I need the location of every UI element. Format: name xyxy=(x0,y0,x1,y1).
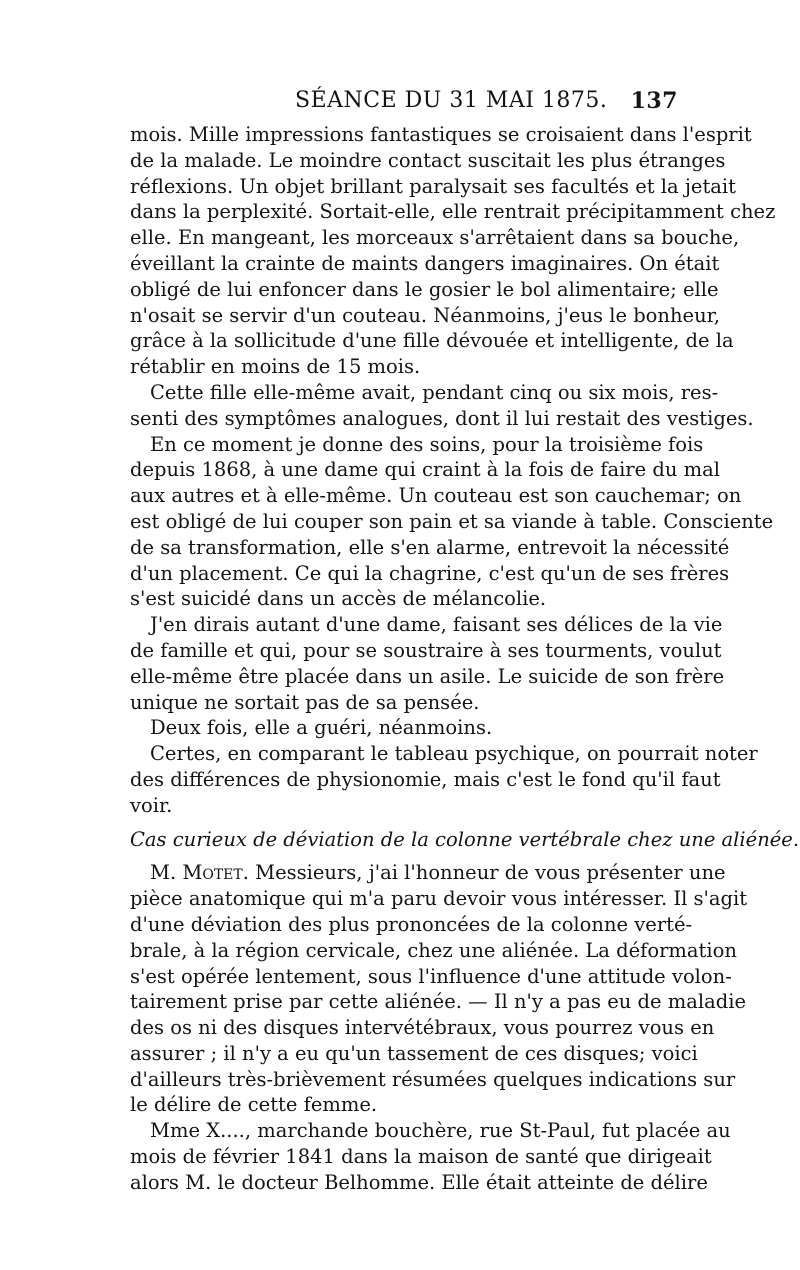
text-line: assurer ; il n'y a eu qu'un tassement de ces disques; voici xyxy=(130,1041,698,1065)
text-line: J'en dirais autant d'une dame, faisant ses délices de la vie xyxy=(150,613,723,637)
text-line: senti des symptômes analogues, dont il lui restait des vestiges. xyxy=(130,406,754,430)
text-line: mois de février 1841 dans la maison de santé que dirigeait xyxy=(130,1145,712,1169)
text-line: pièce anatomique qui m'a paru devoir vous intéresser. Il s'agit xyxy=(130,887,748,911)
text-line: d'une déviation des plus prononcées de la colonne verté- xyxy=(130,912,693,936)
text-line: obligé de lui enfoncer dans le gosier le bol alimentaire; elle xyxy=(130,277,719,301)
text-line: grâce à la sollicitude d'une fille dévouée et intelligente, de la xyxy=(130,329,734,353)
text-line: unique ne sortait pas de sa pensée. xyxy=(130,690,480,714)
text-line: Deux fois, elle a guéri, néanmoins. xyxy=(150,716,493,740)
text-line: d'un placement. Ce qui la chagrine, c'est qu'un de ses frères xyxy=(130,561,730,585)
text-line: brale, à la région cervicale, chez une aliénée. La déformation xyxy=(130,938,737,962)
body-text xyxy=(130,122,800,1196)
text-line: Certes, en comparant le tableau psychique, on pourrait noter xyxy=(150,742,758,766)
text-line: aux autres et à elle-même. Un couteau est son cauchemar; on xyxy=(130,484,742,508)
text-line: depuis 1868, à une dame qui craint à la fois de faire du mal xyxy=(130,458,720,482)
text-line: mois. Mille impressions fantastiques se croisaient dans l'esprit xyxy=(130,123,752,146)
text-line: M. Motet. Messieurs, j'ai l'honneur de vous présenter une xyxy=(150,861,726,885)
text-line: de sa transformation, elle s'en alarme, entrevoit la nécessité xyxy=(130,535,730,559)
text-line: elle. En mangeant, les morceaux s'arrêtaient dans sa bouche, xyxy=(130,226,740,250)
section-heading: Cas curieux de déviation de la colonne vertébrale chez une aliénée. xyxy=(130,827,800,851)
text-line: dans la perplexité. Sortait-elle, elle rentrait précipitamment chez xyxy=(130,200,776,224)
text-line: s'est opérée lentement, sous l'influence d'une attitude volon- xyxy=(130,964,732,988)
text-line: Mme X...., marchande bouchère, rue St-Paul, fut placée au xyxy=(150,1119,731,1143)
header-title: SÉANCE DU 31 MAI 1875. xyxy=(295,88,608,113)
text-line: éveillant la crainte de maints dangers imaginaires. On était xyxy=(130,251,720,275)
text-line: s'est suicidé dans un accès de mélancolie. xyxy=(130,587,547,611)
text-line: Cette fille elle-même avait, pendant cinq ou six mois, res- xyxy=(150,380,719,404)
text-line: d'ailleurs très-brièvement résumées quelques indications sur xyxy=(130,1067,736,1091)
text-line: de famille et qui, pour se soustraire à ses tourments, voulut xyxy=(130,638,722,662)
text-line: n'osait se servir d'un couteau. Néanmoins, j'eus le bonheur, xyxy=(130,303,721,327)
text-line: alors M. le docteur Belhomme. Elle était atteinte de délire xyxy=(130,1170,708,1194)
text-line: elle-même être placée dans un asile. Le suicide de son frère xyxy=(130,664,725,688)
speaker-name: Motet xyxy=(182,861,243,885)
text-line: voir. xyxy=(130,793,173,817)
text-line: le délire de cette femme. xyxy=(130,1093,378,1117)
page-number: 137 xyxy=(630,88,678,114)
text-line: En ce moment je donne des soins, pour la troisième fois xyxy=(150,432,704,456)
text-line: des différences de physionomie, mais c'est le fond qu'il faut xyxy=(130,767,721,791)
running-header xyxy=(130,88,678,118)
text-line: réflexions. Un objet brillant paralysait ses facultés et la jetait xyxy=(130,174,736,198)
text-line: rétablir en moins de 15 mois. xyxy=(130,355,421,379)
text-line: des os ni des disques intervétébraux, vous pourrez vous en xyxy=(130,1016,715,1040)
text-line: tairement prise par cette aliénée. — Il n'y a pas eu de maladie xyxy=(130,990,747,1014)
text-line: de la malade. Le moindre contact suscitait les plus étranges xyxy=(130,148,726,172)
text-line: est obligé de lui couper son pain et sa viande à table. Consciente xyxy=(130,509,774,533)
